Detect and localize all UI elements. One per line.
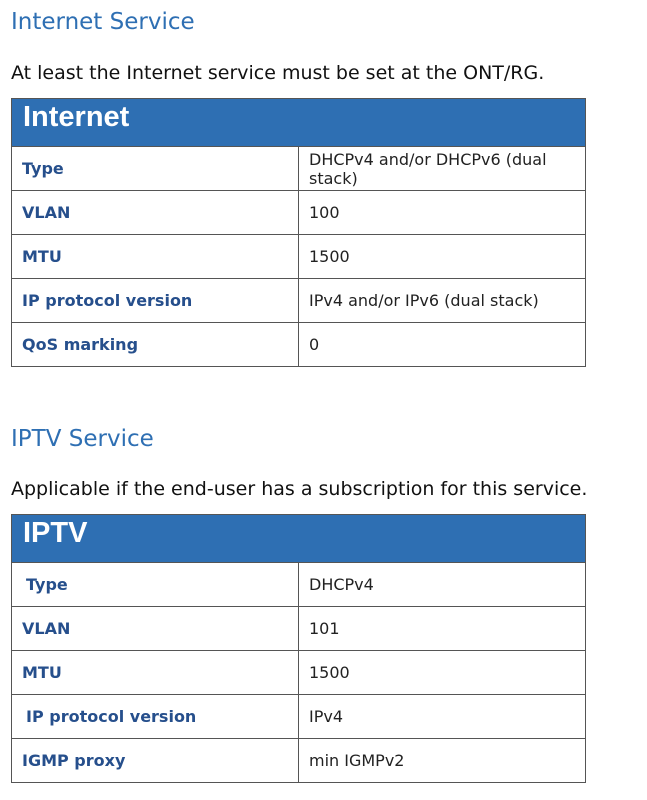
- iptv-settings-table: [11, 514, 586, 783]
- setting-value-ip-protocol-version: IPv4 and/or IPv6 (dual stack): [299, 279, 586, 323]
- setting-value-type: DHCPv4 and/or DHCPv6 (dual stack): [299, 147, 586, 191]
- table-row: [12, 739, 586, 783]
- table-row: [12, 323, 586, 367]
- setting-value-qos-marking: 0: [299, 323, 586, 367]
- setting-key-type: Type: [12, 563, 299, 607]
- setting-key-vlan: VLAN: [12, 191, 299, 235]
- setting-key-qos-marking: QoS marking: [12, 323, 299, 367]
- table-row: [12, 651, 586, 695]
- table-row: [12, 235, 586, 279]
- setting-key-mtu: MTU: [12, 235, 299, 279]
- setting-key-ip-protocol-version: IP protocol version: [12, 695, 299, 739]
- setting-value-type: DHCPv4: [299, 563, 586, 607]
- table-row: [12, 147, 586, 191]
- table-row: [12, 563, 586, 607]
- setting-value-igmp-proxy: min IGMPv2: [299, 739, 586, 783]
- setting-key-ip-protocol-version: IP protocol version: [12, 279, 299, 323]
- iptv-section-intro: Applicable if the end-user has a subscription for this service.: [11, 478, 588, 500]
- setting-value-vlan: 101: [299, 607, 586, 651]
- iptv-table-header-row: [12, 515, 586, 563]
- setting-key-igmp-proxy: IGMP proxy: [12, 739, 299, 783]
- setting-value-mtu: 1500: [299, 651, 586, 695]
- setting-value-vlan: 100: [299, 191, 586, 235]
- internet-table-header-row: [12, 99, 586, 147]
- setting-value-ip-protocol-version: IPv4: [299, 695, 586, 739]
- internet-settings-table: [11, 98, 586, 367]
- internet-table-title: Internet: [12, 99, 586, 147]
- setting-key-type: Type: [12, 147, 299, 191]
- table-row: [12, 695, 586, 739]
- iptv-section-heading: IPTV Service: [11, 426, 154, 452]
- table-row: [12, 607, 586, 651]
- setting-key-mtu: MTU: [12, 651, 299, 695]
- setting-key-vlan: VLAN: [12, 607, 299, 651]
- setting-value-mtu: 1500: [299, 235, 586, 279]
- table-row: [12, 191, 586, 235]
- internet-section-intro: At least the Internet service must be set at the ONT/RG.: [11, 62, 545, 84]
- table-row: [12, 279, 586, 323]
- iptv-table-title: IPTV: [12, 515, 586, 563]
- internet-section-heading: Internet Service: [11, 9, 195, 35]
